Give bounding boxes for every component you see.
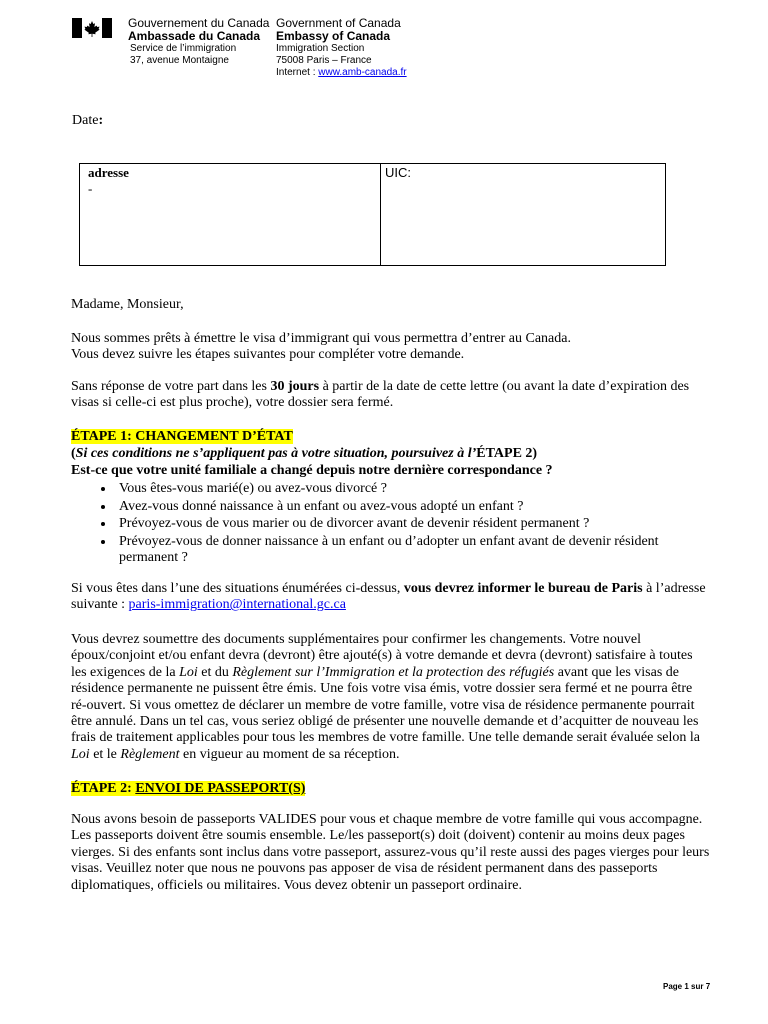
header-fr-line4: 37, avenue Montaigne — [130, 55, 229, 66]
doc-loi-2: Loi — [71, 746, 90, 762]
header-en-internet — [276, 67, 407, 79]
intro-line1: Nous sommes prêts à émettre le visa d’immigrant qui vous permettra d’entrer au Canada. — [71, 331, 571, 346]
doc-text-3: avant que les visas de résidence permanente ne puissent être émis. Une fois votre visa émis, votre dossier sera fermé et ne pourra être ré-ouvert. Si vous omettez de déclarer un membre de votre famille, votre visa de résidence permanente pourrait être annulé. Dans un tel cas, vous seriez obligé de présenter une nouvelle demande et d’acquitter de nouveau les frais de traitement applicables pour tous les membres de votre famille. Une telle demande serait évaluée selon la — [71, 664, 700, 746]
deadline-days: 30 jours — [270, 379, 320, 394]
paris-immigration-email-link[interactable]: paris-immigration@international.gc.ca — [128, 597, 346, 613]
passport-paragraph: Nous avons besoin de passeports VALIDES pour vous et chaque membre de votre famille qui vous accompagne. Les passeports doivent être soumis ensemble. Le/les passeport(s) doit (doivent) contenir au moins deux pages vierges. Si des enfants sont inclus dans votre passeport, assurez-vous qu’il reste aussi des pages vierges pour leurs visas. Veuillez noter que nous ne pouvons pas apposer de visa de résident permanent dans des passeports diplomatiques, officiels ou militaires. Vous devez obtenir un passeport ordinaire. — [71, 812, 710, 893]
canada-flag-logo — [72, 18, 112, 38]
documents-paragraph — [71, 632, 711, 763]
date-line — [72, 113, 103, 129]
doc-text-2: et du — [197, 664, 233, 680]
header-en-line2: Embassy of Canada — [276, 29, 391, 43]
step1-bullet-list — [71, 481, 715, 568]
address-label: adresse — [88, 165, 129, 180]
step1-cond-open: ( — [71, 446, 76, 461]
uic-cell — [381, 164, 665, 265]
internet-label: Internet : — [276, 67, 319, 78]
header-en-line3: Immigration Section — [276, 43, 365, 54]
step1-cond-italic: Si ces conditions ne s’appliquent pas à votre situation, poursuivez à l’ — [75, 446, 477, 461]
date-colon: : — [98, 113, 104, 128]
list-item: • Avez-vous donné naissance à un enfant ou avez-vous adopté un enfant ? — [115, 499, 715, 515]
step2-title-part2: ENVOI DE PASSEPORT(S) — [135, 781, 306, 796]
inform-paragraph — [71, 581, 711, 614]
intro-paragraph — [71, 331, 711, 364]
step1-heading — [71, 429, 711, 445]
inform-bold: vous devrez informer le bureau de Paris — [403, 581, 643, 596]
embassy-website-link[interactable]: www.amb-canada.fr — [318, 67, 407, 78]
header-fr-line2: Ambassade du Canada — [128, 29, 261, 43]
list-item: • Vous êtes-vous marié(e) ou avez-vous divorcé ? — [115, 481, 715, 497]
page-number: Page 1 sur 7 — [663, 982, 711, 991]
header-french — [128, 17, 269, 67]
step1-title: ÉTAPE 1: CHANGEMENT D’ÉTAT — [71, 429, 293, 444]
salutation: Madame, Monsieur, — [71, 297, 184, 312]
address-cell — [80, 164, 381, 265]
doc-text-4: et le — [89, 746, 121, 762]
list-item: • Prévoyez-vous de donner naissance à un enfant ou d’adopter un enfant avant de devenir résident permanent ? — [115, 534, 715, 567]
header-en-line1: Government of Canada — [276, 16, 401, 30]
address-box — [79, 163, 666, 266]
list-item: • Prévoyez-vous de vous marier ou de divorcer avant de devenir résident permanent ? — [115, 516, 715, 532]
doc-loi-1: Loi — [179, 664, 198, 680]
deadline-before: Sans réponse de votre part dans les — [71, 379, 271, 394]
step1-condition — [71, 446, 711, 462]
doc-reglement: Règlement — [120, 746, 180, 762]
deadline-after: à partir de la date de cette lettre (ou avant la date d’expiration des visas si celle-ci est plus proche), votre dossier sera fermé. — [71, 379, 690, 411]
intro-line2: Vous devez suivre les étapes suivantes pour compléter votre demande. — [71, 347, 465, 363]
address-value: - — [88, 181, 93, 196]
header-fr-line1: Gouvernement du Canada — [128, 16, 270, 30]
inform-after: à l’adresse suivante : — [71, 581, 706, 613]
doc-text-5: en vigueur au moment de sa réception. — [179, 746, 400, 762]
doc-reglement-title: Règlement sur l’Immigration et la protection des réfugiés — [232, 664, 555, 680]
inform-before: Si vous êtes dans l’une des situations énumérées ci-dessus, — [71, 581, 404, 596]
step2-title-part1: ÉTAPE 2: — [71, 781, 136, 796]
step1-question: Est-ce que votre unité familiale a changé depuis notre dernière correspondance ? — [71, 463, 553, 478]
header-english — [276, 17, 407, 79]
date-label: Date — [72, 113, 99, 128]
deadline-paragraph — [71, 379, 711, 412]
step1-cond-end: ÉTAPE 2) — [476, 446, 538, 461]
header-fr-line3: Service de l’immigration — [130, 43, 237, 54]
header-en-line4: 75008 Paris – France — [276, 55, 372, 66]
step2-heading — [71, 781, 711, 797]
doc-text-1: Vous devrez soumettre des documents supplémentaires pour confirmer les changements. Votre nouvel époux/conjoint et/ou enfant devra (devront) être ajouté(s) à votre demande et devra (devront) satisfaire à toutes les exigences de la — [71, 632, 693, 680]
uic-label: UIC: — [385, 165, 411, 180]
